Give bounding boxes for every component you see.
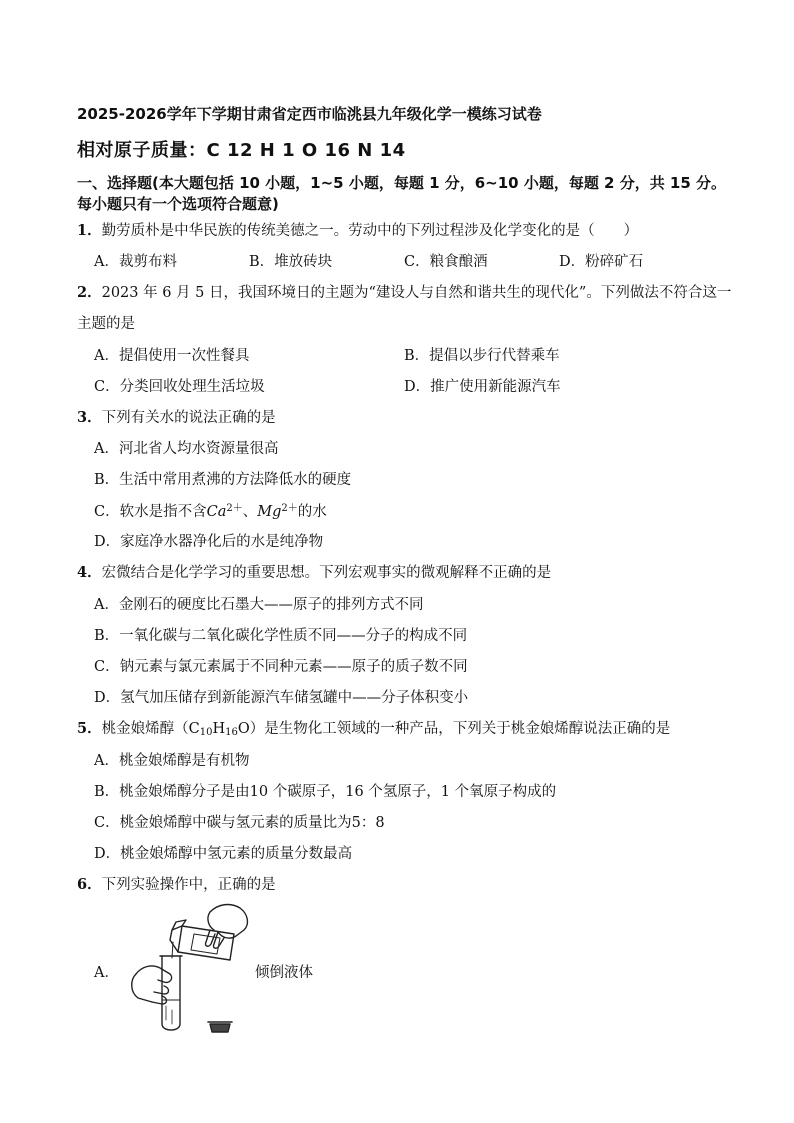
question-number: 1．: [77, 222, 102, 239]
q1-option-b: B．堆放砖块: [249, 254, 333, 270]
q3-option-a: A．河北省人均水资源量很高: [94, 441, 279, 457]
q5-option-a: A．桃金娘烯醇是有机物: [94, 753, 250, 769]
q4-option-b: B．一氧化碳与二氧化碳化学性质不同——分子的构成不同: [94, 628, 468, 644]
q4-option-a: A．金刚石的硬度比石墨大——原子的排列方式不同: [94, 597, 424, 613]
q3-option-d: D．家庭净水器净化后的水是纯净物: [94, 534, 324, 550]
pouring-liquid-illustration-icon: [118, 900, 258, 1040]
magnesium-ion: Mg: [257, 504, 282, 520]
calcium-ion: Ca: [206, 504, 227, 520]
ion-charge: 2＋: [226, 503, 243, 514]
question-text: O）是生物化工领域的一种产品，下列关于桃金娘烯醇说法正确的是: [237, 721, 671, 737]
question-number: 2．: [77, 284, 102, 301]
q1-option-d: D．粉碎矿石: [559, 254, 644, 270]
question-4: [77, 561, 551, 582]
exam-title: 2025-2026学年下学期甘肃省定西市临洮县九年级化学一模练习试卷: [77, 105, 542, 123]
question-text: 勤劳质朴是中华民族的传统美德之一。劳动中的下列过程涉及化学变化的是（ ）: [101, 223, 639, 239]
q5-option-b: B．桃金娘烯醇分子是由10 个碳原子，16 个氢原子，1 个氧原子构成的: [94, 784, 557, 800]
q5-option-c: C．桃金娘烯醇中碳与氢元素的质量比为5：8: [94, 815, 385, 831]
q5-option-d: D．桃金娘烯醇中氢元素的质量分数最高: [94, 846, 353, 862]
formula-element: H: [212, 721, 226, 737]
question-text: 下列有关水的说法正确的是: [101, 410, 276, 426]
question-text: 宏微结合是化学学习的重要思想。下列宏观事实的微观解释不正确的是: [101, 565, 552, 581]
q2-option-c: C．分类回收处理生活垃圾: [94, 379, 265, 395]
q2-option-a: A．提倡使用一次性餐具: [94, 348, 250, 364]
atomic-mass-line: 相对原子质量：C 12 H 1 O 16 N 14: [77, 140, 406, 161]
question-number: 3．: [77, 409, 102, 426]
question-text: 下列实验操作中，正确的是: [101, 877, 276, 893]
formula-subscript: 10: [199, 727, 213, 738]
section-heading-line2: 每小题只有一个选项符合题意): [77, 195, 279, 213]
separator: 、: [242, 504, 258, 520]
question-5: [77, 717, 670, 738]
question-number: 4．: [77, 564, 102, 581]
question-1: [77, 219, 638, 240]
q1-option-a: A．裁剪布料: [94, 254, 177, 270]
question-number: 6．: [77, 876, 102, 893]
question-2: [77, 281, 731, 302]
formula-subscript: 16: [225, 727, 238, 738]
section-heading-line1: 一、选择题(本大题包括 10 小题，1~5 小题，每题 1 分，6~10 小题，每题 2 分，共 15 分。: [77, 174, 727, 192]
q4-option-c: C．钠元素与氯元素属于不同种元素——原子的质子数不同: [94, 659, 468, 675]
question-6: [77, 873, 276, 894]
q1-option-c: C．粮食酿酒: [404, 254, 488, 270]
question-text: 桃金娘烯醇（C: [101, 721, 200, 737]
q4-option-d: D．氢气加压储存到新能源汽车储氢罐中——分子体积变小: [94, 690, 469, 706]
q2-option-d: D．推广使用新能源汽车: [404, 379, 561, 395]
q3-option-b: B．生活中常用煮沸的方法降低水的硬度: [94, 472, 352, 488]
q3-option-c: [94, 499, 327, 521]
q2-option-b: B．提倡以步行代替乘车: [404, 348, 560, 364]
q6-option-a-label: A．: [94, 965, 119, 981]
question-3: [77, 406, 276, 427]
question-number: 5．: [77, 720, 102, 737]
q6-option-a-caption: 倾倒液体: [255, 965, 313, 981]
option-text: C．软水是指不含: [94, 504, 207, 520]
q2-text-line2: 主题的是: [77, 316, 135, 332]
option-text: 的水: [297, 504, 327, 520]
question-text: 2023 年 6 月 5 日，我国环境日的主题为“建设人与自然和谐共生的现代化”。下列做法不符合这一: [101, 285, 732, 301]
ion-charge: 2＋: [281, 503, 298, 514]
